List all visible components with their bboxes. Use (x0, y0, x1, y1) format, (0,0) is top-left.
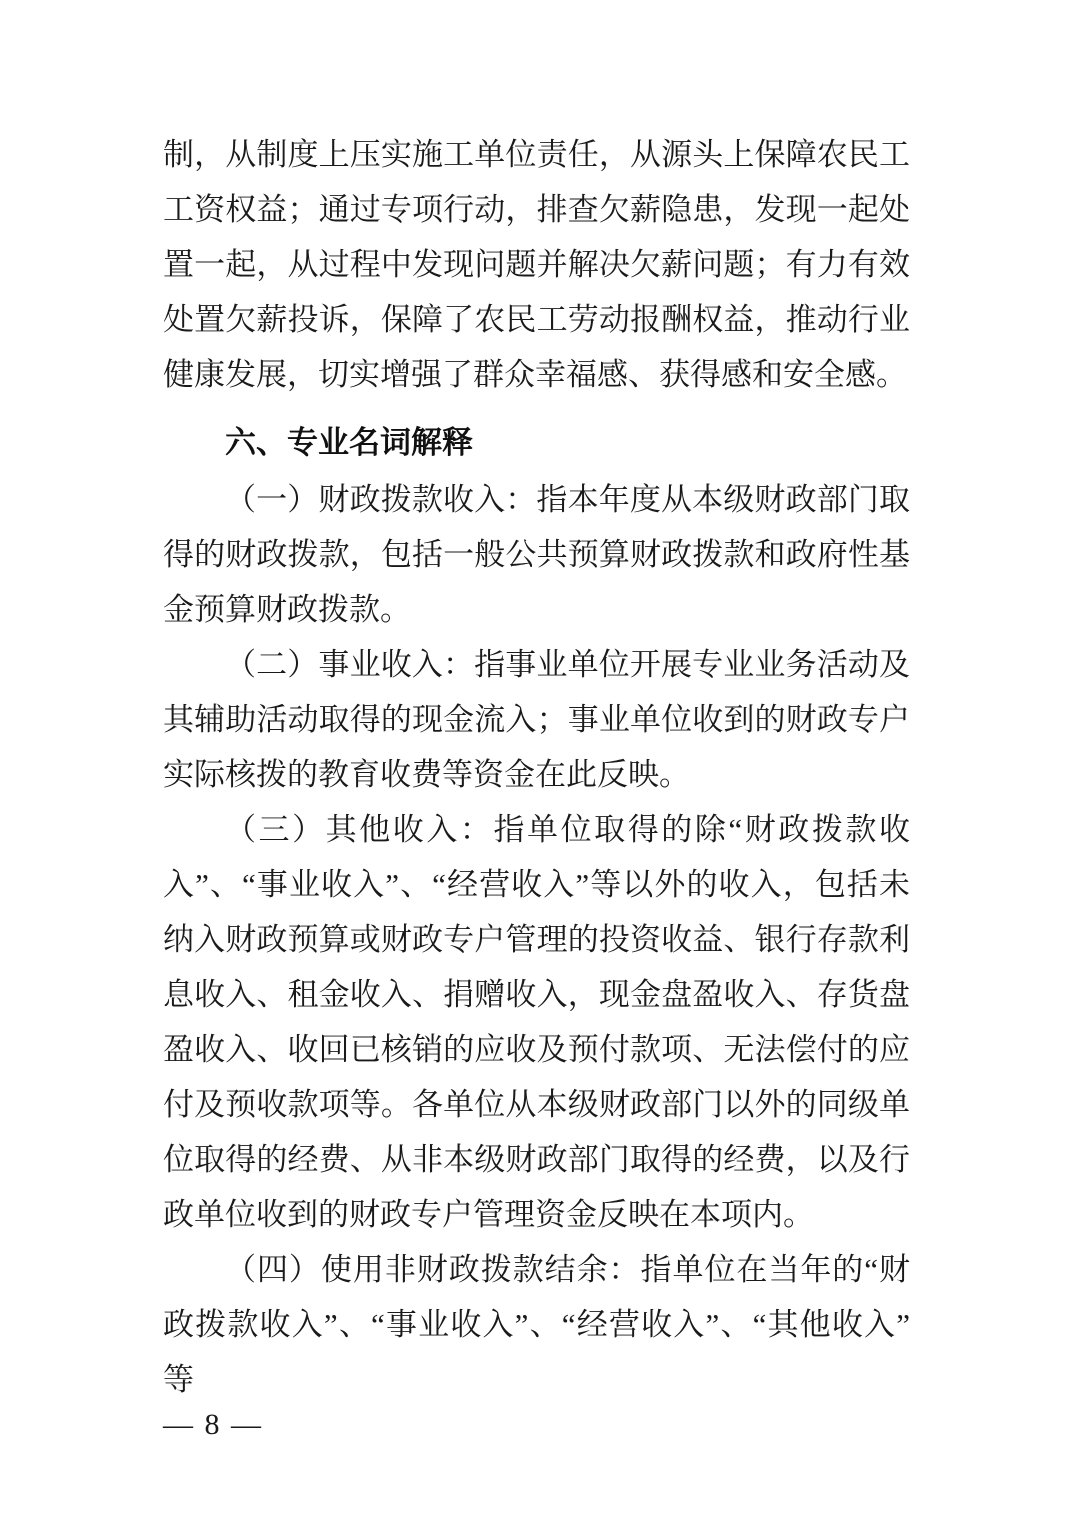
page-number: — 8 — (163, 1408, 263, 1441)
paragraph-definition-operating-income: （二）事业收入：指事业单位开展专业业务活动及其辅助活动取得的现金流入；事业单位收到的财政专户实际核拨的教育收费等资金在此反映。 (163, 647, 910, 792)
document-body (163, 127, 910, 1407)
paragraph-continuation: 制，从制度上压实施工单位责任，从源头上保障农民工工资权益；通过专项行动，排查欠薪隐患，发现一起处置一起，从过程中发现问题并解决欠薪问题；有力有效处置欠薪投诉，保障了农民工劳动报酬权益，推动行业健康发展，切实增强了群众幸福感、获得感和安全感。 (163, 137, 910, 392)
paragraph-definition-other-income: （三）其他收入：指单位取得的除“财政拨款收入”、“事业收入”、“经营收入”等以外的收入，包括未纳入财政预算或财政专户管理的投资收益、银行存款利息收入、租金收入、捐赠收入，现金盘盈收入、存货盘盈收入、收回已核销的应收及预付款项、无法偿付的应付及预收款项等。各单位从本级财政部门以外的同级单位取得的经费、从非本级财政部门取得的经费，以及行政单位收到的财政专户管理资金反映在本项内。 (163, 812, 910, 1232)
paragraph-definition-non-fiscal-balance: （四）使用非财政拨款结余：指单位在当年的“财政拨款收入”、“事业收入”、“经营收入”、“其他收入”等 (163, 1252, 910, 1397)
section-heading-terms: 六、专业名词解释 (225, 425, 473, 460)
paragraph-definition-fiscal-appropriation-income: （一）财政拨款收入：指本年度从本级财政部门取得的财政拨款，包括一般公共预算财政拨款和政府性基金预算财政拨款。 (163, 482, 910, 627)
